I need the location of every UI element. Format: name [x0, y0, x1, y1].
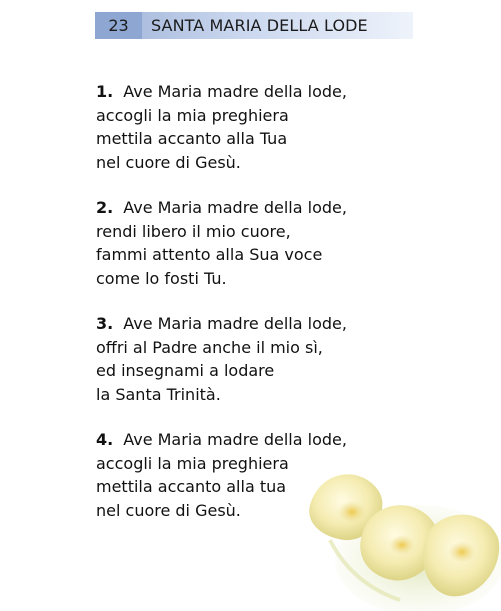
- verse-line: 1. Ave Maria madre della lode,: [96, 82, 347, 101]
- song-header: [95, 12, 413, 39]
- verse-line: 3. Ave Maria madre della lode,: [96, 314, 347, 333]
- verse-number: 1.: [96, 82, 114, 101]
- verse-line: la Santa Trinità.: [96, 384, 221, 404]
- verse-2: [96, 196, 426, 290]
- verse-1: [96, 80, 426, 174]
- verse-line: mettila accanto alla Tua: [96, 129, 288, 148]
- verse-line: come lo fosti Tu.: [96, 268, 227, 288]
- verse-number: 4.: [96, 430, 114, 449]
- verse-number: 2.: [96, 198, 114, 217]
- verse-line: fammi attento alla Sua voce: [96, 245, 323, 264]
- song-title: SANTA MARIA DELLA LODE: [151, 16, 368, 35]
- verse-line: 4. Ave Maria madre della lode,: [96, 430, 347, 449]
- verse-line: rendi libero il mio cuore,: [96, 221, 291, 241]
- verse-3: [96, 312, 426, 406]
- verse-line: 2. Ave Maria madre della lode,: [96, 198, 347, 217]
- calla-lily-flowers-illustration: [300, 450, 501, 611]
- verse-line: nel cuore di Gesù.: [96, 152, 241, 172]
- verse-line: nel cuore di Gesù.: [96, 500, 241, 520]
- verse-number: 3.: [96, 314, 114, 333]
- verse-line: mettila accanto alla tua: [96, 477, 287, 496]
- verse-line: accogli la mia preghiera: [96, 105, 289, 125]
- verse-line: accogli la mia preghiera: [96, 453, 289, 473]
- song-number: 23: [95, 12, 142, 39]
- verse-line: ed insegnami a lodare: [96, 361, 275, 380]
- verse-line: offri al Padre anche il mio sì,: [96, 337, 323, 357]
